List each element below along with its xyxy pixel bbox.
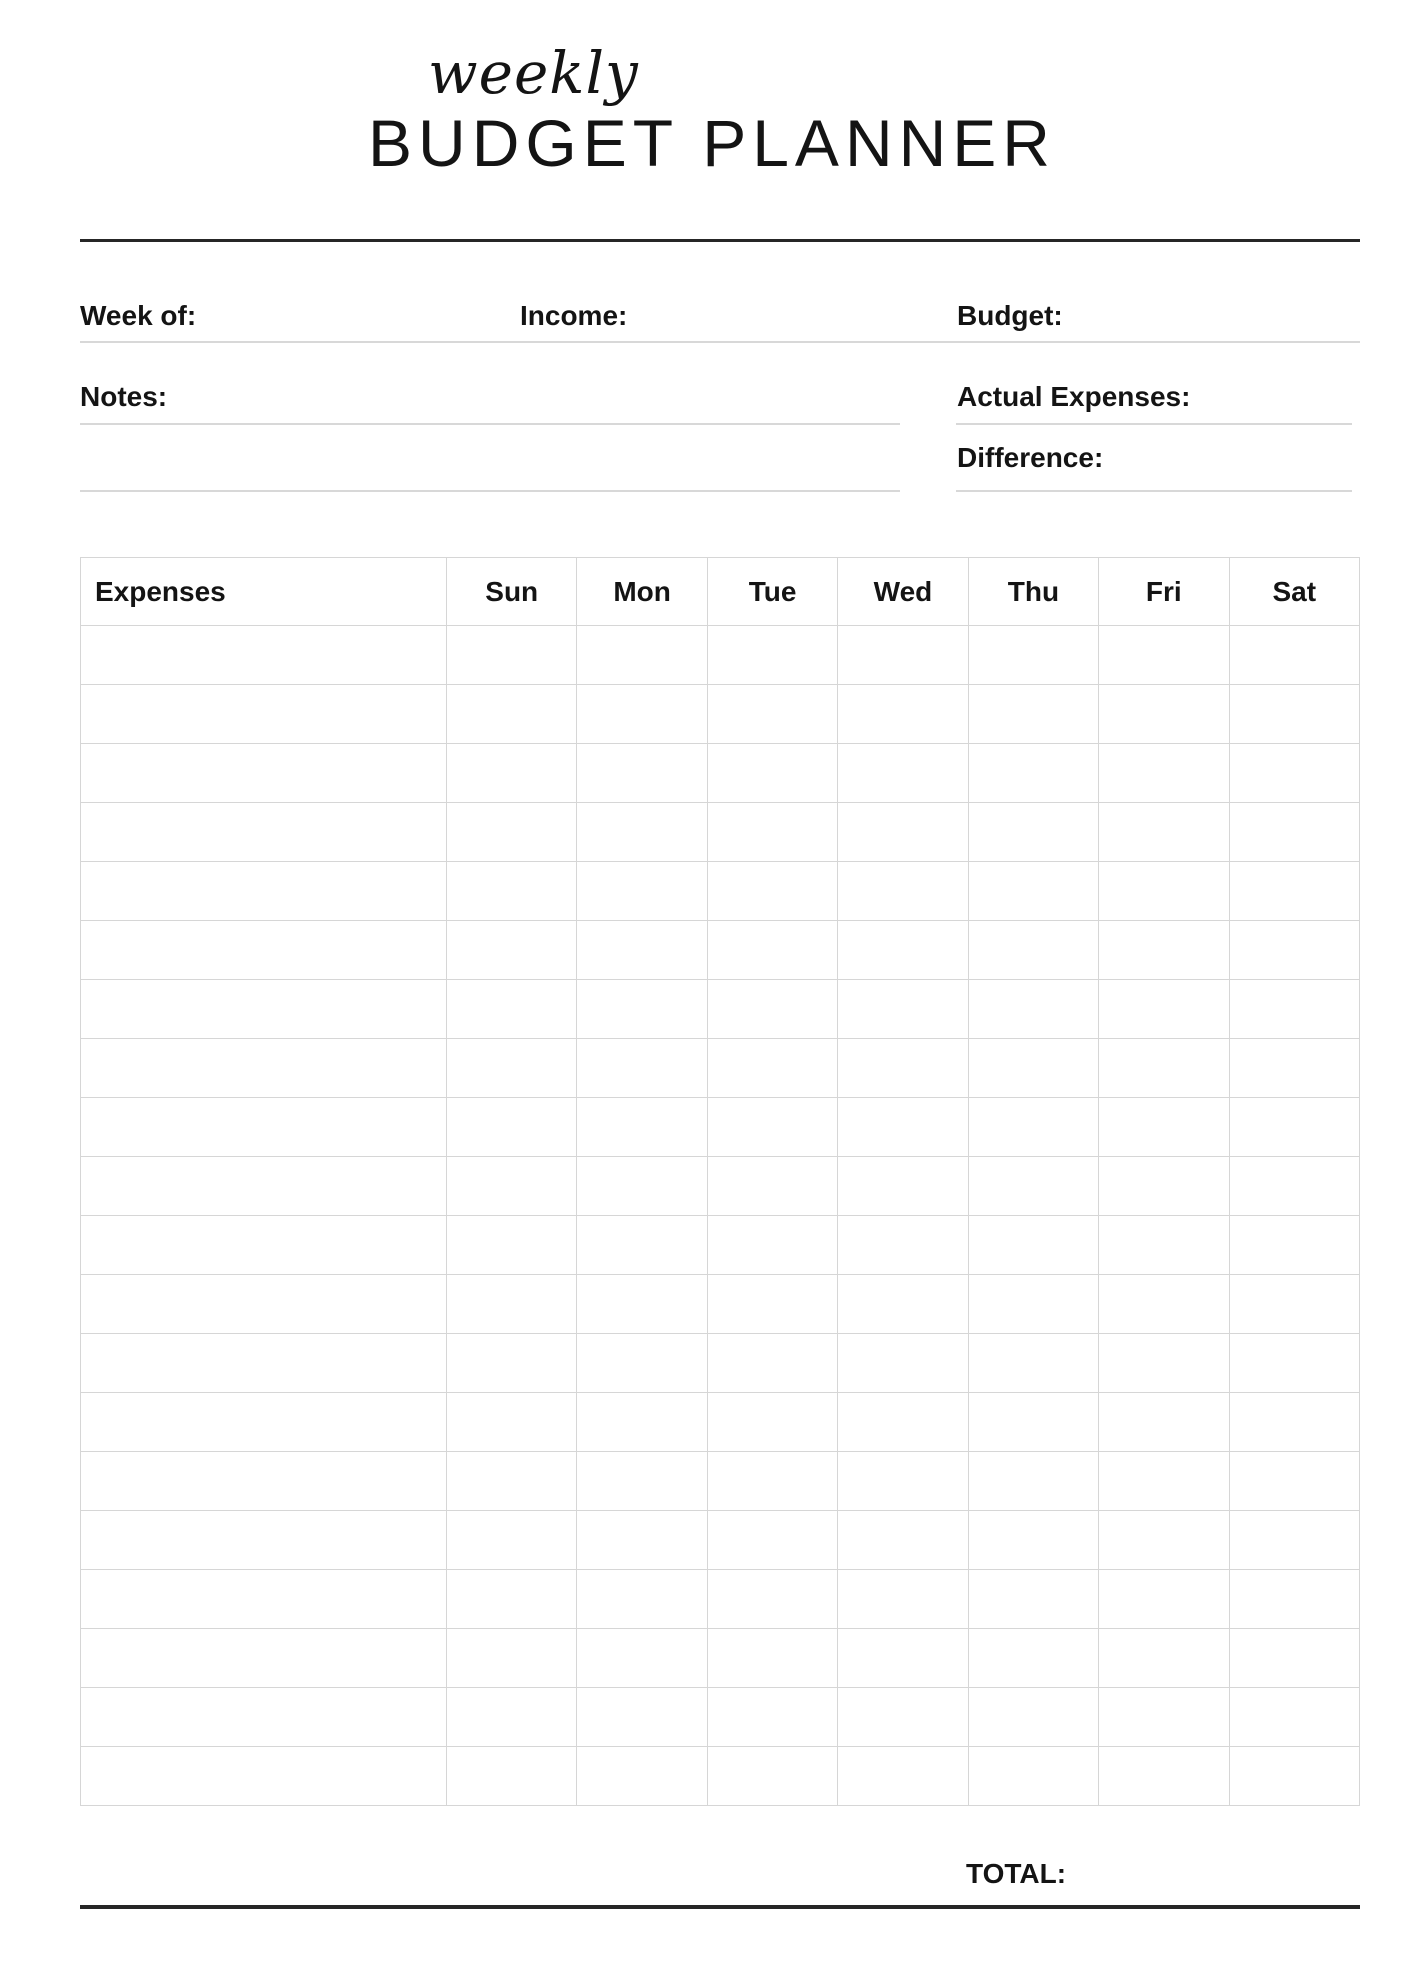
- day-amount-cell: [1099, 744, 1229, 803]
- day-amount-cell: [1229, 744, 1359, 803]
- day-amount-cell: [447, 1570, 577, 1629]
- day-amount-cell: [577, 1688, 707, 1747]
- notes-fill-line-2: [80, 490, 900, 492]
- day-amount-cell: [1229, 1393, 1359, 1452]
- day-amount-cell: [707, 803, 837, 862]
- total-label: TOTAL:: [966, 1858, 1067, 1889]
- day-amount-cell: [838, 1334, 968, 1393]
- top-divider: [80, 239, 1360, 242]
- day-amount-cell: [577, 1452, 707, 1511]
- day-amount-cell: [577, 980, 707, 1039]
- day-amount-cell: [447, 1216, 577, 1275]
- expense-name-cell: [81, 1334, 447, 1393]
- day-amount-cell: [577, 1098, 707, 1157]
- column-header-thu: Thu: [968, 558, 1098, 626]
- day-amount-cell: [707, 1098, 837, 1157]
- day-amount-cell: [447, 1098, 577, 1157]
- expense-name-cell: [81, 1157, 447, 1216]
- day-amount-cell: [1229, 685, 1359, 744]
- day-amount-cell: [1099, 1275, 1229, 1334]
- day-amount-cell: [707, 1747, 837, 1806]
- day-amount-cell: [447, 1334, 577, 1393]
- day-amount-cell: [1099, 1216, 1229, 1275]
- day-amount-cell: [1229, 1570, 1359, 1629]
- day-amount-cell: [838, 1747, 968, 1806]
- day-amount-cell: [447, 1393, 577, 1452]
- day-amount-cell: [447, 1157, 577, 1216]
- day-amount-cell: [577, 862, 707, 921]
- day-amount-cell: [838, 862, 968, 921]
- day-amount-cell: [707, 1629, 837, 1688]
- day-amount-cell: [1099, 1570, 1229, 1629]
- day-amount-cell: [577, 1393, 707, 1452]
- day-amount-cell: [968, 1393, 1098, 1452]
- table-row: [81, 1747, 1360, 1806]
- day-amount-cell: [838, 921, 968, 980]
- expense-name-cell: [81, 685, 447, 744]
- table-row: [81, 685, 1360, 744]
- day-amount-cell: [577, 1157, 707, 1216]
- day-amount-cell: [838, 626, 968, 685]
- day-amount-cell: [968, 1098, 1098, 1157]
- day-amount-cell: [1099, 1629, 1229, 1688]
- column-header-mon: Mon: [577, 558, 707, 626]
- day-amount-cell: [968, 1629, 1098, 1688]
- day-amount-cell: [577, 685, 707, 744]
- expense-name-cell: [81, 1393, 447, 1452]
- day-amount-cell: [838, 1511, 968, 1570]
- day-amount-cell: [838, 1570, 968, 1629]
- title-script: weekly: [428, 39, 639, 107]
- day-amount-cell: [707, 1452, 837, 1511]
- expense-name-cell: [81, 1570, 447, 1629]
- table-header-row: [81, 558, 1360, 626]
- income-label: Income:: [520, 300, 628, 331]
- expense-name-cell: [81, 1275, 447, 1334]
- expense-name-cell: [81, 1688, 447, 1747]
- day-amount-cell: [707, 626, 837, 685]
- day-amount-cell: [838, 980, 968, 1039]
- expense-name-cell: [81, 1098, 447, 1157]
- day-amount-cell: [577, 1629, 707, 1688]
- table-row: [81, 980, 1360, 1039]
- day-amount-cell: [838, 803, 968, 862]
- table-row: [81, 1570, 1360, 1629]
- day-amount-cell: [968, 1039, 1098, 1098]
- day-amount-cell: [577, 1747, 707, 1806]
- difference-label: Difference:: [957, 442, 1104, 473]
- day-amount-cell: [447, 921, 577, 980]
- day-amount-cell: [447, 626, 577, 685]
- bottom-divider: [80, 1905, 1360, 1909]
- day-amount-cell: [838, 1393, 968, 1452]
- column-header-wed: Wed: [838, 558, 968, 626]
- expense-name-cell: [81, 1629, 447, 1688]
- day-amount-cell: [1229, 1747, 1359, 1806]
- day-amount-cell: [1229, 1452, 1359, 1511]
- day-amount-cell: [968, 1275, 1098, 1334]
- notes-label: Notes:: [80, 381, 168, 412]
- day-amount-cell: [968, 980, 1098, 1039]
- day-amount-cell: [577, 1570, 707, 1629]
- day-amount-cell: [1229, 1334, 1359, 1393]
- day-amount-cell: [1229, 980, 1359, 1039]
- day-amount-cell: [447, 685, 577, 744]
- table-row: [81, 1334, 1360, 1393]
- table-row: [81, 803, 1360, 862]
- day-amount-cell: [1229, 1275, 1359, 1334]
- day-amount-cell: [707, 921, 837, 980]
- column-header-fri: Fri: [1099, 558, 1229, 626]
- day-amount-cell: [577, 921, 707, 980]
- day-amount-cell: [1099, 1157, 1229, 1216]
- day-amount-cell: [838, 1216, 968, 1275]
- day-amount-cell: [447, 803, 577, 862]
- day-amount-cell: [1229, 1688, 1359, 1747]
- day-amount-cell: [447, 1688, 577, 1747]
- day-amount-cell: [577, 1216, 707, 1275]
- day-amount-cell: [447, 1747, 577, 1806]
- day-amount-cell: [1099, 1334, 1229, 1393]
- day-amount-cell: [1229, 1511, 1359, 1570]
- week-income-budget-fill-line: [80, 341, 1360, 343]
- day-amount-cell: [1099, 1393, 1229, 1452]
- budget-label: Budget:: [957, 300, 1063, 331]
- expense-name-cell: [81, 1452, 447, 1511]
- expense-name-cell: [81, 862, 447, 921]
- column-header-tue: Tue: [707, 558, 837, 626]
- day-amount-cell: [968, 921, 1098, 980]
- day-amount-cell: [707, 1570, 837, 1629]
- expense-name-cell: [81, 921, 447, 980]
- table-row: [81, 1629, 1360, 1688]
- table-row: [81, 744, 1360, 803]
- column-header-sun: Sun: [447, 558, 577, 626]
- day-amount-cell: [968, 1452, 1098, 1511]
- day-amount-cell: [1229, 921, 1359, 980]
- day-amount-cell: [1099, 1098, 1229, 1157]
- day-amount-cell: [577, 1511, 707, 1570]
- table-row: [81, 862, 1360, 921]
- actual-expenses-label: Actual Expenses:: [957, 381, 1191, 412]
- day-amount-cell: [1099, 1039, 1229, 1098]
- day-amount-cell: [1229, 1216, 1359, 1275]
- table-row: [81, 1098, 1360, 1157]
- notes-fill-line-1: [80, 423, 900, 425]
- day-amount-cell: [707, 1334, 837, 1393]
- day-amount-cell: [447, 980, 577, 1039]
- table-row: [81, 1393, 1360, 1452]
- day-amount-cell: [447, 1452, 577, 1511]
- day-amount-cell: [577, 744, 707, 803]
- table-row: [81, 1688, 1360, 1747]
- table-row: [81, 1157, 1360, 1216]
- day-amount-cell: [1099, 1747, 1229, 1806]
- table-row: [81, 1216, 1360, 1275]
- table-row: [81, 1452, 1360, 1511]
- day-amount-cell: [968, 1570, 1098, 1629]
- day-amount-cell: [447, 1039, 577, 1098]
- table-row: [81, 626, 1360, 685]
- table-row: [81, 921, 1360, 980]
- table-row: [81, 1511, 1360, 1570]
- day-amount-cell: [1099, 1452, 1229, 1511]
- day-amount-cell: [1229, 803, 1359, 862]
- day-amount-cell: [1099, 1688, 1229, 1747]
- expense-name-cell: [81, 803, 447, 862]
- expense-name-cell: [81, 1039, 447, 1098]
- day-amount-cell: [968, 1216, 1098, 1275]
- day-amount-cell: [838, 1452, 968, 1511]
- day-amount-cell: [1099, 862, 1229, 921]
- day-amount-cell: [968, 1511, 1098, 1570]
- day-amount-cell: [707, 1275, 837, 1334]
- table-row: [81, 1039, 1360, 1098]
- day-amount-cell: [1099, 685, 1229, 744]
- day-amount-cell: [968, 1334, 1098, 1393]
- expense-name-cell: [81, 744, 447, 803]
- day-amount-cell: [577, 626, 707, 685]
- column-header-sat: Sat: [1229, 558, 1359, 626]
- expenses-table-body: [81, 626, 1360, 1806]
- expense-name-cell: [81, 1511, 447, 1570]
- day-amount-cell: [968, 626, 1098, 685]
- day-amount-cell: [1099, 626, 1229, 685]
- day-amount-cell: [707, 1157, 837, 1216]
- day-amount-cell: [447, 1511, 577, 1570]
- expense-name-cell: [81, 1747, 447, 1806]
- day-amount-cell: [447, 744, 577, 803]
- day-amount-cell: [1099, 1511, 1229, 1570]
- day-amount-cell: [838, 1098, 968, 1157]
- day-amount-cell: [968, 1688, 1098, 1747]
- day-amount-cell: [1229, 1098, 1359, 1157]
- day-amount-cell: [838, 1157, 968, 1216]
- day-amount-cell: [838, 1688, 968, 1747]
- day-amount-cell: [838, 744, 968, 803]
- day-amount-cell: [968, 744, 1098, 803]
- day-amount-cell: [707, 1393, 837, 1452]
- day-amount-cell: [1099, 803, 1229, 862]
- day-amount-cell: [707, 744, 837, 803]
- day-amount-cell: [1229, 626, 1359, 685]
- column-header-expenses: Expenses: [81, 558, 447, 626]
- day-amount-cell: [838, 1275, 968, 1334]
- day-amount-cell: [1229, 1629, 1359, 1688]
- table-row: [81, 1275, 1360, 1334]
- day-amount-cell: [838, 1039, 968, 1098]
- actual-expenses-fill-line: [956, 423, 1352, 425]
- day-amount-cell: [577, 1039, 707, 1098]
- difference-fill-line: [956, 490, 1352, 492]
- day-amount-cell: [707, 1216, 837, 1275]
- day-amount-cell: [1229, 1039, 1359, 1098]
- day-amount-cell: [838, 1629, 968, 1688]
- day-amount-cell: [577, 1334, 707, 1393]
- day-amount-cell: [968, 1157, 1098, 1216]
- day-amount-cell: [968, 1747, 1098, 1806]
- day-amount-cell: [707, 1039, 837, 1098]
- day-amount-cell: [707, 980, 837, 1039]
- day-amount-cell: [838, 685, 968, 744]
- expense-name-cell: [81, 1216, 447, 1275]
- day-amount-cell: [447, 862, 577, 921]
- day-amount-cell: [707, 1511, 837, 1570]
- day-amount-cell: [447, 1275, 577, 1334]
- day-amount-cell: [577, 1275, 707, 1334]
- day-amount-cell: [1099, 980, 1229, 1039]
- day-amount-cell: [1229, 862, 1359, 921]
- day-amount-cell: [707, 685, 837, 744]
- expenses-table: [80, 557, 1360, 1806]
- day-amount-cell: [968, 803, 1098, 862]
- expense-name-cell: [81, 980, 447, 1039]
- day-amount-cell: [447, 1629, 577, 1688]
- day-amount-cell: [968, 862, 1098, 921]
- day-amount-cell: [968, 685, 1098, 744]
- day-amount-cell: [707, 1688, 837, 1747]
- day-amount-cell: [707, 862, 837, 921]
- expense-name-cell: [81, 626, 447, 685]
- week-of-label: Week of:: [80, 300, 197, 331]
- day-amount-cell: [1099, 921, 1229, 980]
- day-amount-cell: [577, 803, 707, 862]
- page-title: BUDGET PLANNER: [368, 106, 1056, 180]
- day-amount-cell: [1229, 1157, 1359, 1216]
